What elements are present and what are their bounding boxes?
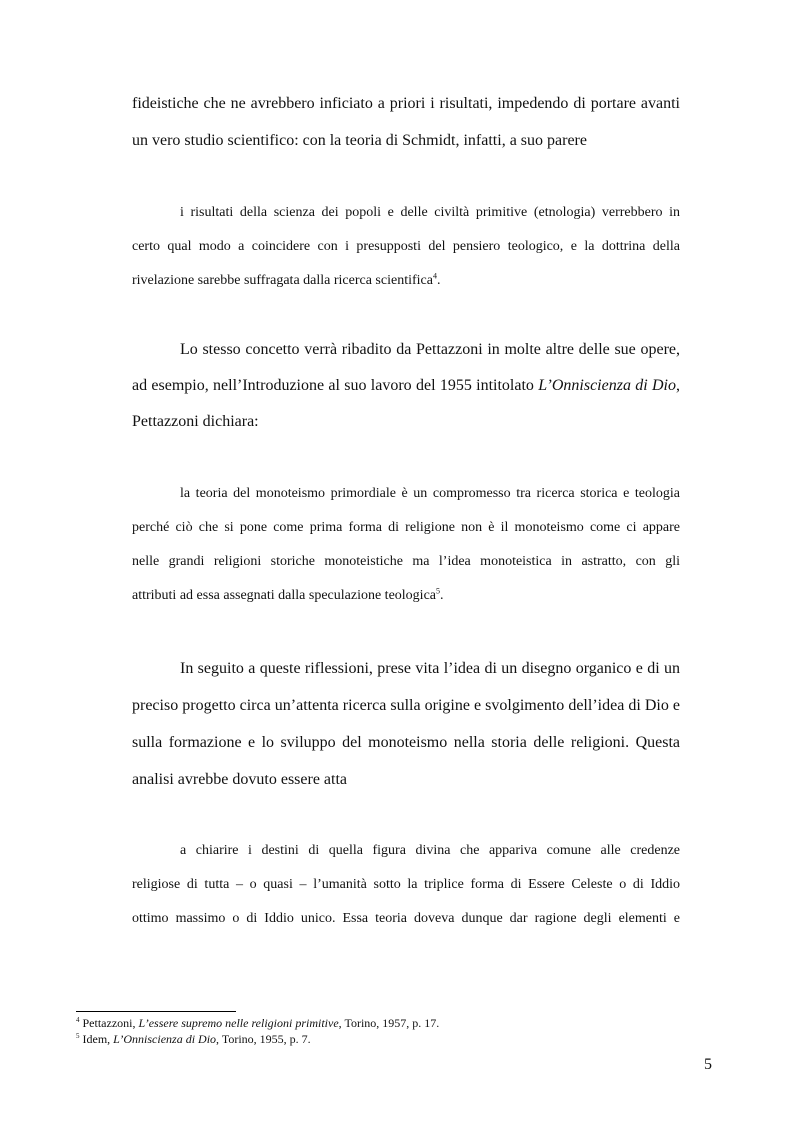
footnote-5 <box>76 1032 311 1047</box>
quote-line: ottimo massimo o di Iddio unico. Essa teoria doveva dunque dar ragione degli elementi e <box>132 911 680 926</box>
body-line: sulla formazione e lo sviluppo del monoteismo nella storia delle religioni. Questa <box>132 734 680 751</box>
footnote-number: 5 <box>76 1032 80 1040</box>
quote-line: la teoria del monoteismo primordiale è un compromesso tra ricerca storica e teologia <box>180 486 680 501</box>
footnote-ref-5[interactable]: 5 <box>436 586 440 596</box>
footnote-title: L’essere supremo nelle religioni primitive <box>138 1016 339 1030</box>
quote-text: attributi ad essa assegnati dalla speculazione teologica <box>132 588 436 603</box>
body-line: analisi avrebbe dovuto essere atta <box>132 771 348 788</box>
footnote-number: 4 <box>76 1016 80 1024</box>
quote-line: certo qual modo a coincidere con i presupposti del pensiero teologico, e la dottrina della <box>132 239 680 254</box>
footnote-separator <box>76 1011 236 1012</box>
body-line <box>132 377 680 395</box>
footnote-author: Idem, <box>79 1032 114 1046</box>
footnote-ref-4[interactable]: 4 <box>432 271 437 281</box>
punctuation: . <box>436 273 441 288</box>
quote-line <box>132 588 680 604</box>
page-number: 5 <box>704 1056 712 1073</box>
punctuation: , <box>676 377 680 394</box>
body-line: Pettazzoni dichiara: <box>132 413 259 430</box>
body-line: un vero studio scientifico: con la teoria di Schmidt, infatti, a suo parere <box>132 132 587 149</box>
body-text: ad esempio, nell’Introduzione al suo lavoro del 1955 intitolato <box>132 377 539 394</box>
footnote-details: , Torino, 1957, p. 17. <box>338 1016 440 1030</box>
footnote-details: , Torino, 1955, p. 7. <box>216 1032 311 1046</box>
quote-line: i risultati della scienza dei popoli e delle civiltà primitive (etnologia) verrebbero in <box>180 205 680 220</box>
quote-line: religiose di tutta – o quasi – l’umanità sotto la triplice forma di Essere Celeste o di Iddio <box>132 877 680 892</box>
body-line: fideistiche che ne avrebbero inficiato a priori i risultati, impedendo di portare avanti <box>132 95 680 112</box>
body-line: preciso progetto circa un’attenta ricerca sulla origine e svolgimento dell’idea di Dio e <box>132 697 680 714</box>
book-title: L’Onniscienza di Dio <box>538 377 676 394</box>
quote-line: nelle grandi religioni storiche monoteistiche ma l’idea monoteistica in astratto, con gli <box>132 554 680 569</box>
body-line: Lo stesso concetto verrà ribadito da Pettazzoni in molte altre delle sue opere, <box>180 341 680 358</box>
body-line: In seguito a queste riflessioni, prese vita l’idea di un disegno organico e di un <box>180 660 680 677</box>
footnote-4 <box>76 1016 439 1031</box>
quote-line <box>132 273 680 289</box>
punctuation: . <box>440 588 444 603</box>
quote-line: perché ciò che si pone come prima forma di religione non è il monoteismo come ci appare <box>132 520 680 535</box>
footnote-title: L’Onniscienza di Dio <box>113 1032 217 1046</box>
footnote-author: Pettazzoni, <box>79 1016 139 1030</box>
quote-line: a chiarire i destini di quella figura divina che appariva comune alle credenze <box>180 843 680 858</box>
quote-text: rivelazione sarebbe suffragata dalla ricerca scientifica <box>132 273 433 288</box>
